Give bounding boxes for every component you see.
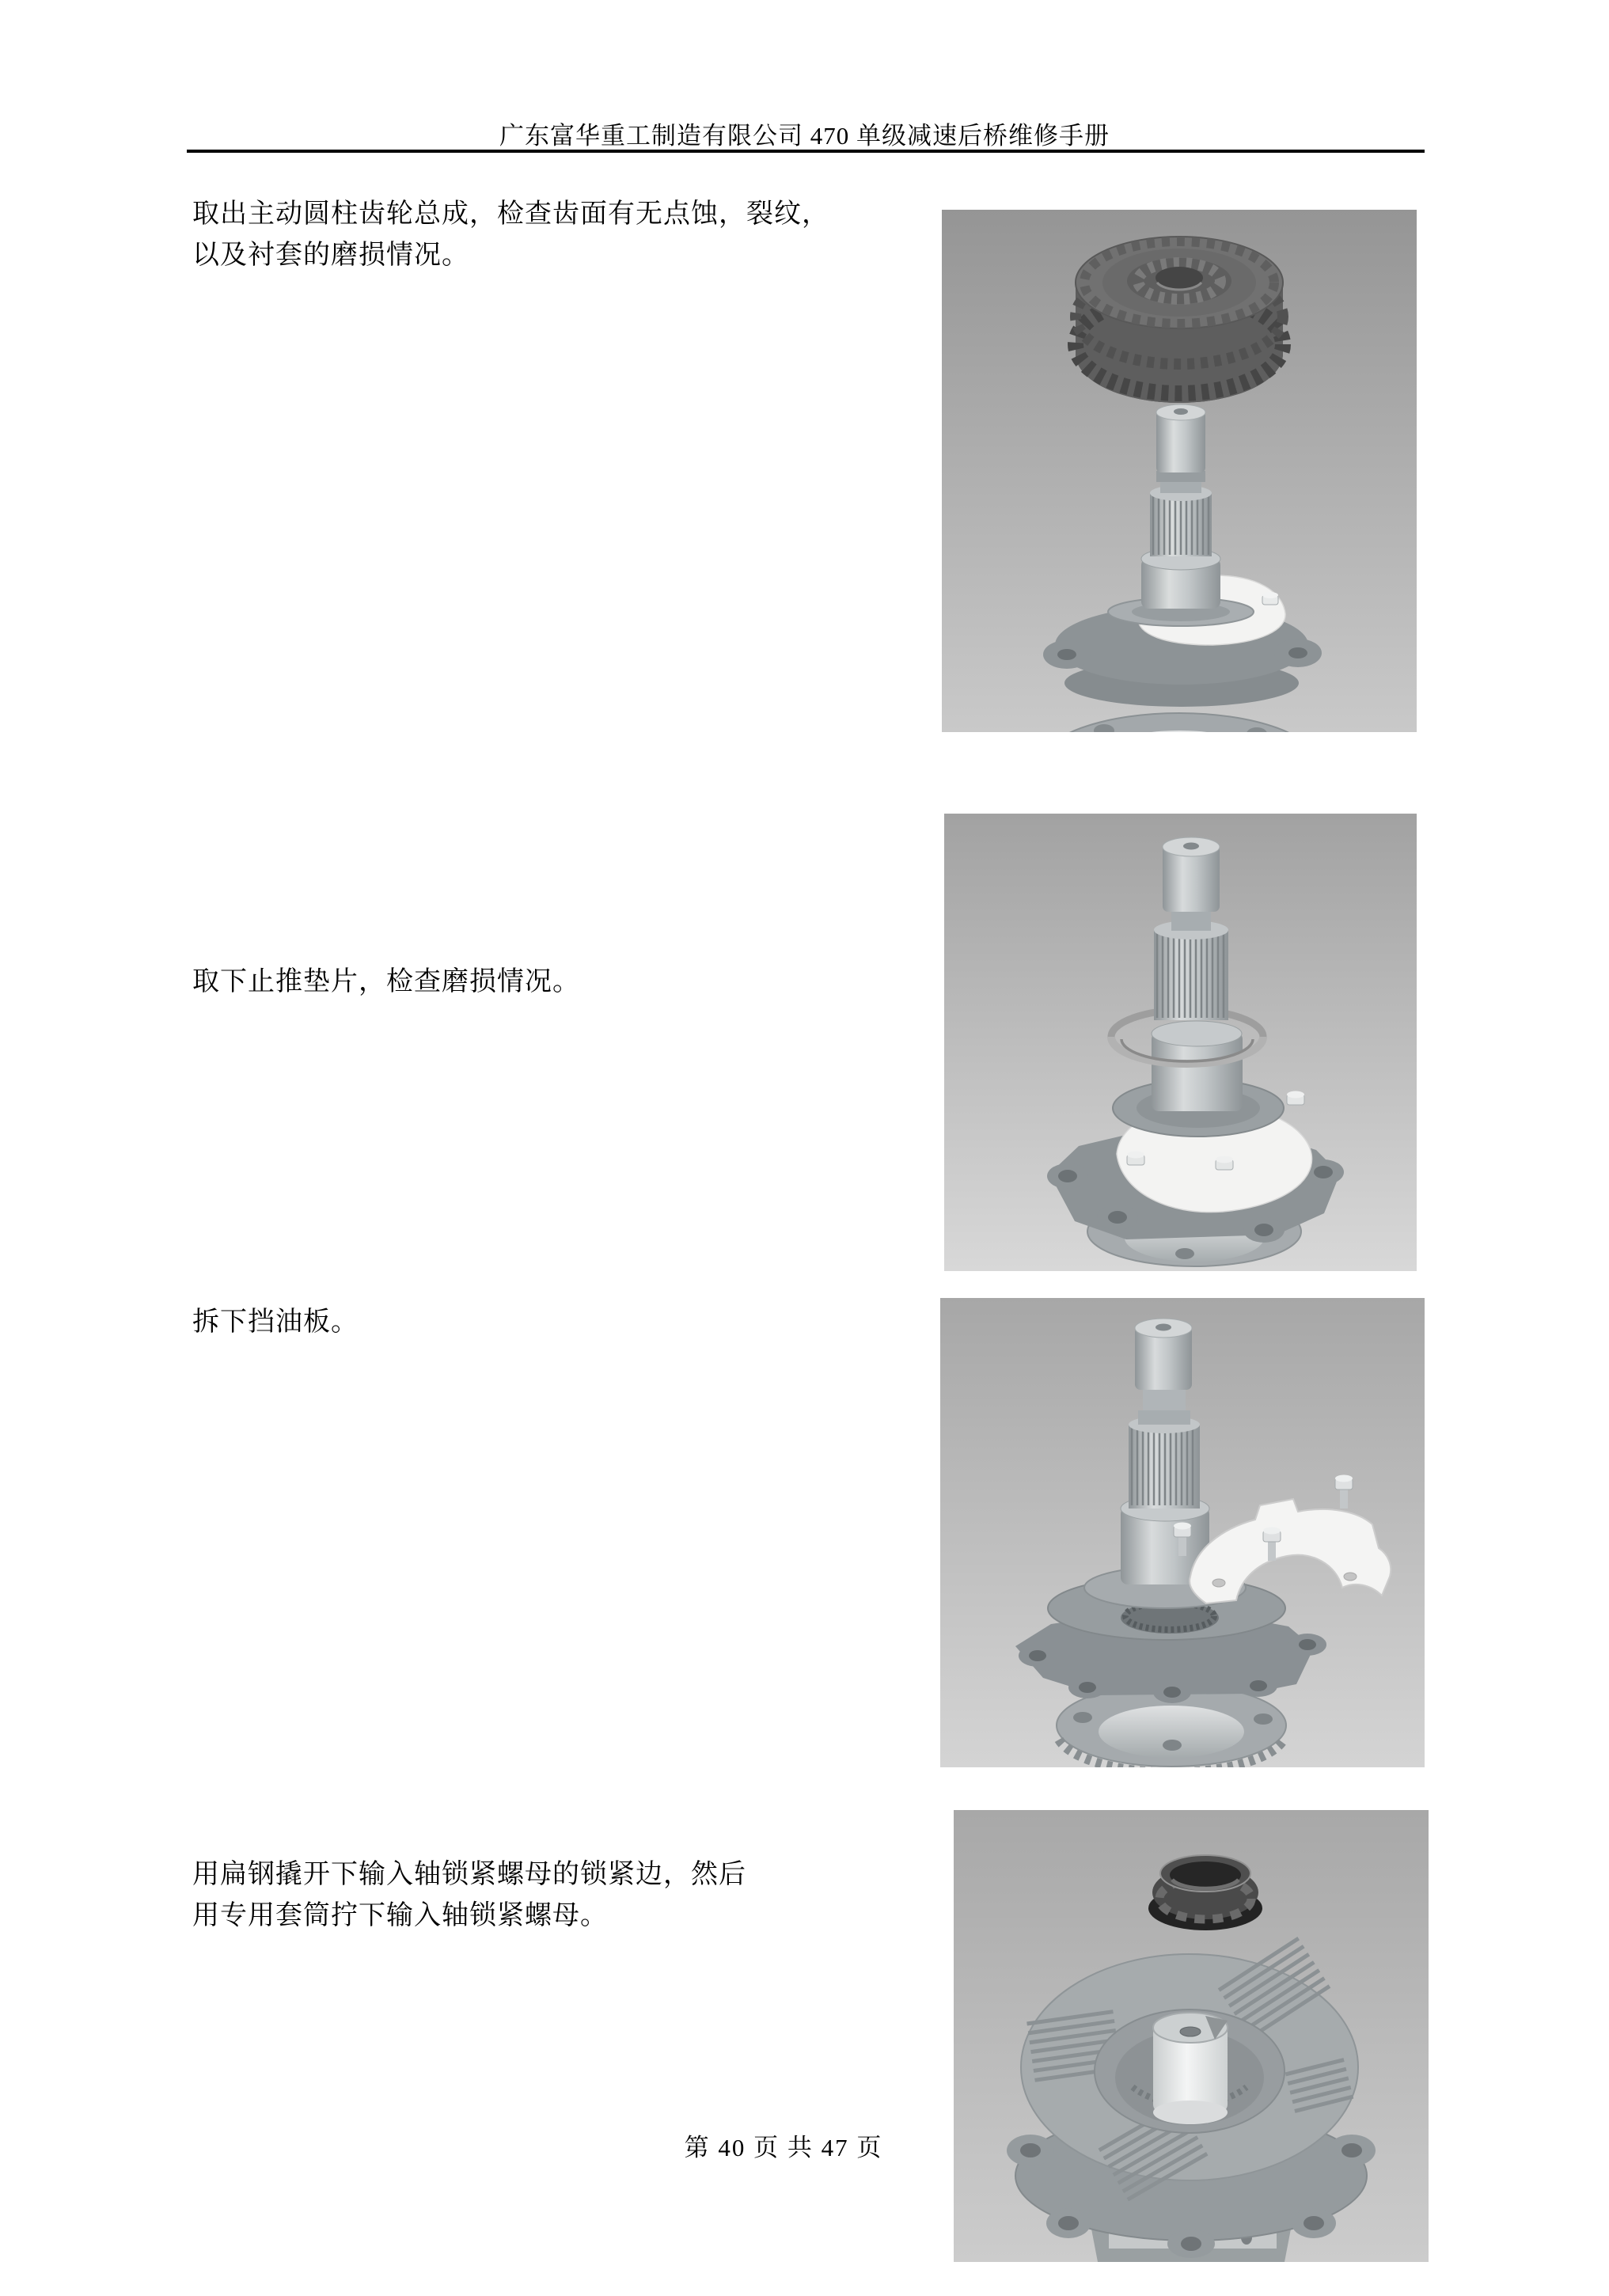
text-line: 用专用套筒拧下输入轴锁紧螺母。: [192, 1901, 608, 1930]
lock-nut: [1148, 1855, 1262, 1930]
figure-pinion-gear-and-input-shaft: [942, 210, 1417, 732]
page-footer: [0, 2127, 1567, 2163]
plate-hole: [1344, 1573, 1357, 1581]
figure-thrust-washer-removal: [944, 814, 1417, 1271]
center-hub: [1153, 2013, 1228, 2124]
step-text-2: [192, 962, 580, 1003]
step-text-3: [192, 1302, 359, 1343]
text-line: 取出主动圆柱齿轮总成，检查齿面有无点蚀，裂纹，: [192, 199, 829, 229]
page-number-label: 第 40 页 共 47 页: [684, 2134, 883, 2161]
helical-gear: [1076, 237, 1283, 403]
figure-input-shaft-lock-nut: [954, 1810, 1429, 2262]
step-text-1: [192, 194, 829, 276]
header-rule: [187, 150, 1425, 153]
page-title: 广东富华重工制造有限公司 470 单级减速后桥维修手册: [499, 122, 1110, 150]
text-line: 用扁钢撬开下输入轴锁紧螺母的锁紧边，然后: [192, 1860, 746, 1889]
figure-oil-deflector-removal: [940, 1298, 1425, 1767]
text-line: 拆下挡油板。: [192, 1307, 359, 1337]
text-line: 以及衬套的磨损情况。: [192, 241, 469, 270]
text-line: 取下止推垫片，检查磨损情况。: [192, 967, 580, 996]
plate-hole: [1212, 1579, 1225, 1587]
step-text-4: [192, 1854, 746, 1937]
